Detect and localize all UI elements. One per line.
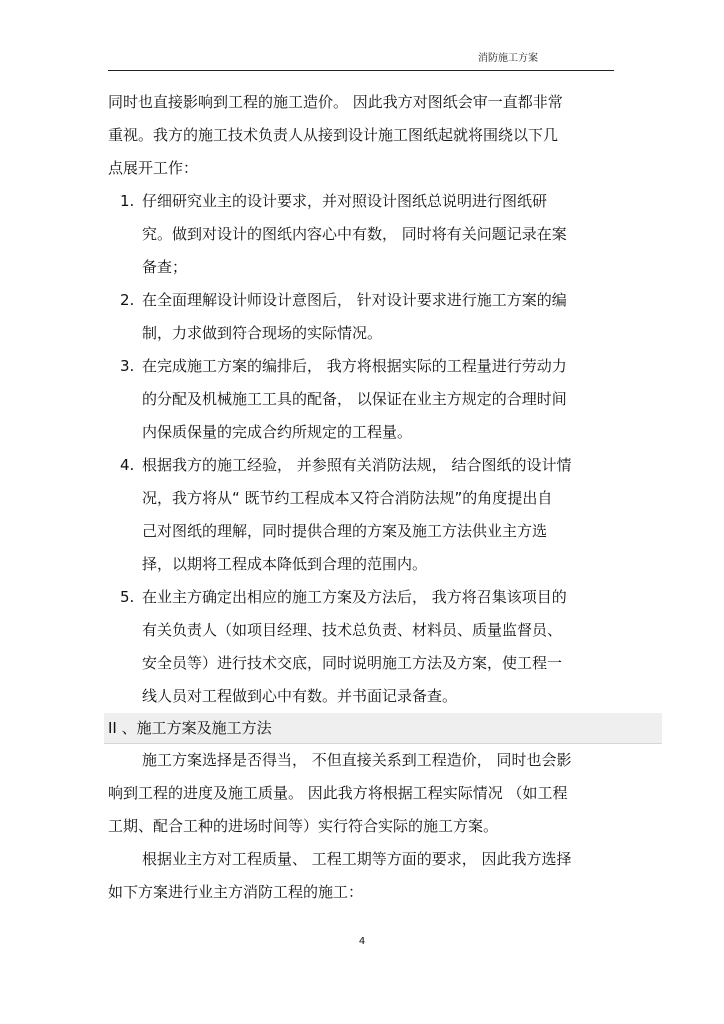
text-line: 点展开工作： bbox=[108, 159, 199, 177]
list-item bbox=[108, 284, 614, 350]
page-header bbox=[108, 52, 614, 71]
text-line: 同时也直接影响到工程的施工造价。 因此我方对图纸会审一直都非常 bbox=[108, 93, 563, 111]
text-line: 根据业主方对工程质量、 工程工期等方面的要求， 因此我方选择 bbox=[142, 850, 572, 868]
header-title: 消防施工方案 bbox=[478, 53, 538, 64]
text-line: 在业主方确定出相应的施工方案及方法后， 我方将召集该项目的 bbox=[142, 588, 567, 606]
text-line: 施工方案选择是否得当， 不但直接关系到工程造价， 同时也会影 bbox=[142, 751, 572, 769]
paragraph bbox=[108, 744, 614, 843]
list-number: 4. bbox=[120, 456, 135, 474]
text-line: 在完成施工方案的编排后， 我方将根据实际的工程量进行劳动力 bbox=[142, 357, 567, 375]
text-line: 在全面理解设计师设计意图后， 针对设计要求进行施工方案的编 bbox=[142, 291, 567, 309]
text-line: 响到工程的进度及施工质量。 因此我方将根据工程实际情况 （如工程 bbox=[108, 784, 568, 802]
text-line: 的分配及机械施工工具的配备， 以保证在业主方规定的合理时间 bbox=[142, 390, 567, 408]
page-number: 4 bbox=[358, 936, 366, 947]
text-line: 有关负责人（如项目经理、技术总负责、材料员、质量监督员、 bbox=[142, 621, 563, 639]
text-line: 安全员等）进行技术交底，同时说明施工方法及方案，使工程一 bbox=[142, 654, 563, 672]
text-line: 备查； bbox=[142, 258, 188, 276]
text-line: 根据我方的施工经验， 并参照有关消防法规， 结合图纸的设计情 bbox=[142, 456, 572, 474]
text-line: 究。做到对设计的图纸内容心中有数， 同时将有关问题记录在案 bbox=[142, 225, 567, 243]
list-number: 2. bbox=[120, 291, 135, 309]
text-line: 内保质保量的完成合约所规定的工程量。 bbox=[142, 423, 413, 441]
list-number: 5. bbox=[120, 588, 135, 606]
text-line: 重视。我方的施工技术负责人从接到设计施工图纸起就将围绕以下几 bbox=[108, 126, 559, 144]
list-number: 3. bbox=[120, 357, 135, 375]
text-line: 况，我方将从“ 既节约工程成本又符合消防法规”的角度提出自 bbox=[142, 489, 553, 507]
text-line: 如下方案进行业主方消防工程的施工： bbox=[108, 883, 364, 901]
intro-paragraph bbox=[108, 86, 614, 185]
text-line: 仔细研究业主的设计要求，并对照设计图纸总说明进行图纸研 bbox=[142, 192, 548, 210]
list-item bbox=[108, 185, 614, 284]
text-line: 工期、配合工种的进场时间等）实行符合实际的施工方案。 bbox=[108, 817, 499, 835]
text-line: 制，力求做到符合现场的实际情况。 bbox=[142, 324, 383, 342]
text-line: 己对图纸的理解，同时提供合理的方案及施工方法供业主方选 bbox=[142, 522, 548, 540]
list-item bbox=[108, 449, 614, 581]
list-number: 1. bbox=[120, 192, 135, 210]
section-heading: II 、施工方案及施工方法 bbox=[104, 713, 662, 744]
list-item bbox=[108, 581, 614, 713]
list-item bbox=[108, 350, 614, 449]
body-content bbox=[108, 86, 614, 909]
paragraph bbox=[108, 843, 614, 909]
text-line: 线人员对工程做到心中有数。并书面记录备查。 bbox=[142, 687, 458, 705]
text-line: 择，以期将工程成本降低到合理的范围内。 bbox=[142, 555, 428, 573]
numbered-list bbox=[108, 185, 614, 713]
